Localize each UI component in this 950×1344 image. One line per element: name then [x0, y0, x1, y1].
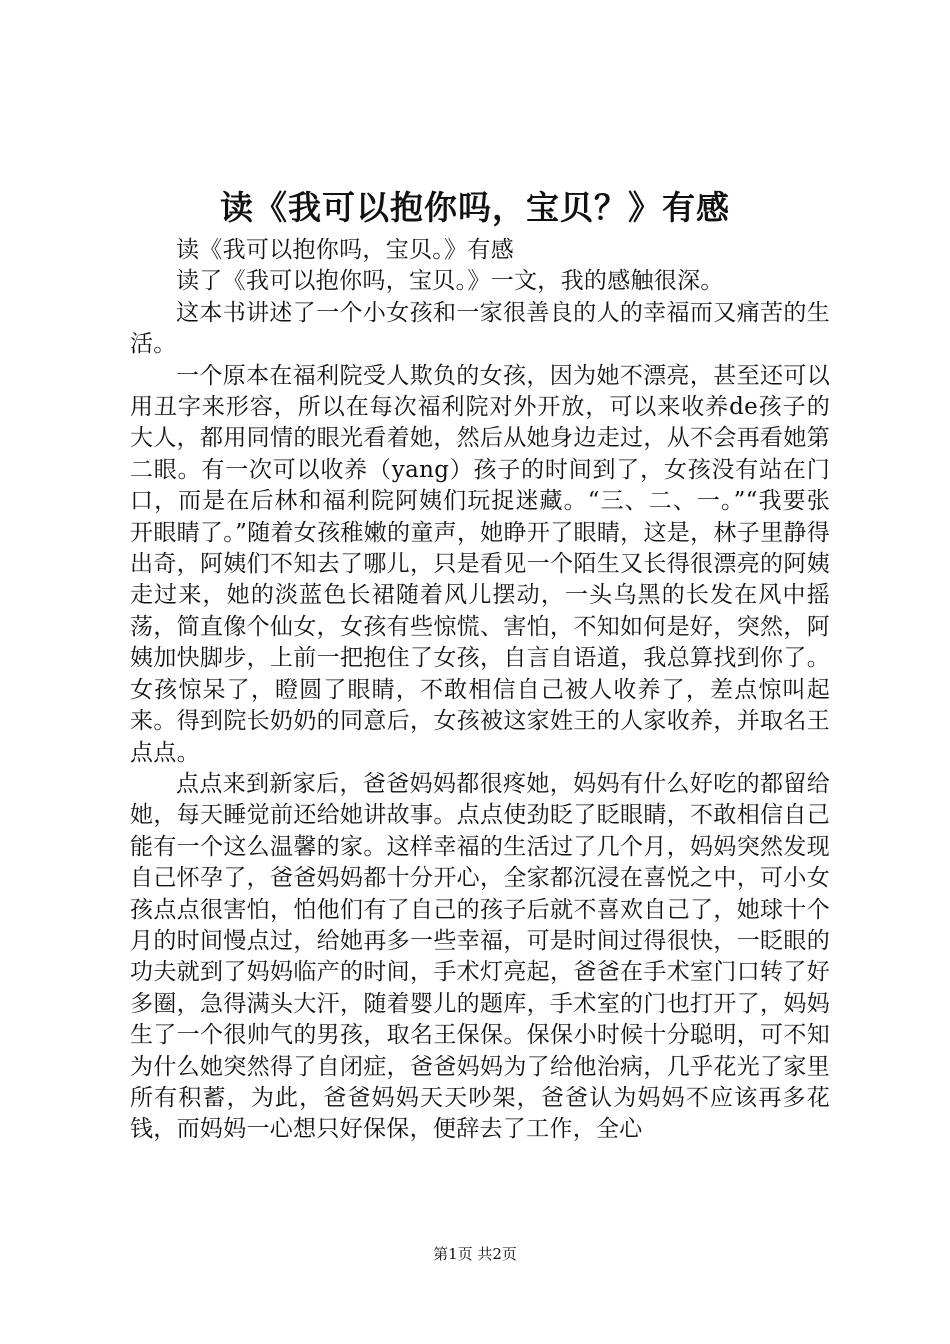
paragraph: 点点来到新家后，爸爸妈妈都很疼她，妈妈有什么好吃的都留给她，每天睡觉前还给她讲故事。点点使劲眨了眨眼睛，不敢相信自己能有一个这么温馨的家。这样幸福的生活过了几个月，妈妈突然发现自己怀孕了，爸爸妈妈都十分开心，全家都沉浸在喜悦之中，可小女孩点点很害怕，怕他们有了自己的孩子后就不喜欢自己了，她球十个月的时间慢点过，给她再多一些幸福，可是时间过得很快，一眨眼的功夫就到了妈妈临产的时间，手术灯亮起，爸爸在手术室门口转了好多圈，急得满头大汗，随着婴儿的题库，手术室的门也打开了，妈妈生了一个很帅气的男孩，取名王保保。保保小时候十分聪明，可不知为什么她突然得了自闭症，爸爸妈妈为了给他治病，几乎花光了家里所有积蓄，为此，爸爸妈妈天天吵架，爸爸认为妈妈不应该再多花钱，而妈妈一心想只好保保，便辞去了工作，全心: [130, 770, 830, 1143]
paragraph: 一个原本在福利院受人欺负的女孩，因为她不漂亮，甚至还可以用丑字来形容，所以在每次福利院对外开放，可以来收养de孩子的大人，都用同情的眼光看着她，然后从她身边走过，从不会再看她第二眼。有一次可以收养（yang）孩子的时间到了，女孩没有站在门口，而是在后林和福利院阿姨们玩捉迷藏。“三、二、一。”“我要张开眼睛了。”随着女孩稚嫩的童声，她睁开了眼睛，这是，林子里静得出奇，阿姨们不知去了哪儿，只是看见一个陌生又长得很漂亮的阿姨走过来，她的淡蓝色长裙随着风儿摆动，一头乌黑的长发在风中摇荡，简直像个仙女，女孩有些惊慌、害怕，不知如何是好，突然，阿姨加快脚步，上前一把抱住了女孩，自言自语道，我总算找到你了。女孩惊呆了，瞪圆了眼睛，不敢相信自己被人收养了，差点惊叫起来。得到院长奶奶的同意后，女孩被这家姓王的人家收养，并取名王点点。: [130, 362, 830, 766]
paragraph: 这本书讲述了一个小女孩和一家很善良的人的幸福而又痛苦的生活。: [130, 299, 830, 358]
document-title: 读《我可以抱你吗，宝贝？》有感: [220, 188, 730, 227]
document-body: [130, 235, 830, 1146]
page-footer: 第1页 共2页: [433, 1245, 517, 1263]
paragraph: 读了《我可以抱你吗，宝贝。》一文，我的感触很深。: [176, 268, 724, 295]
paragraph: 读《我可以抱你吗，宝贝。》有感: [176, 237, 514, 263]
